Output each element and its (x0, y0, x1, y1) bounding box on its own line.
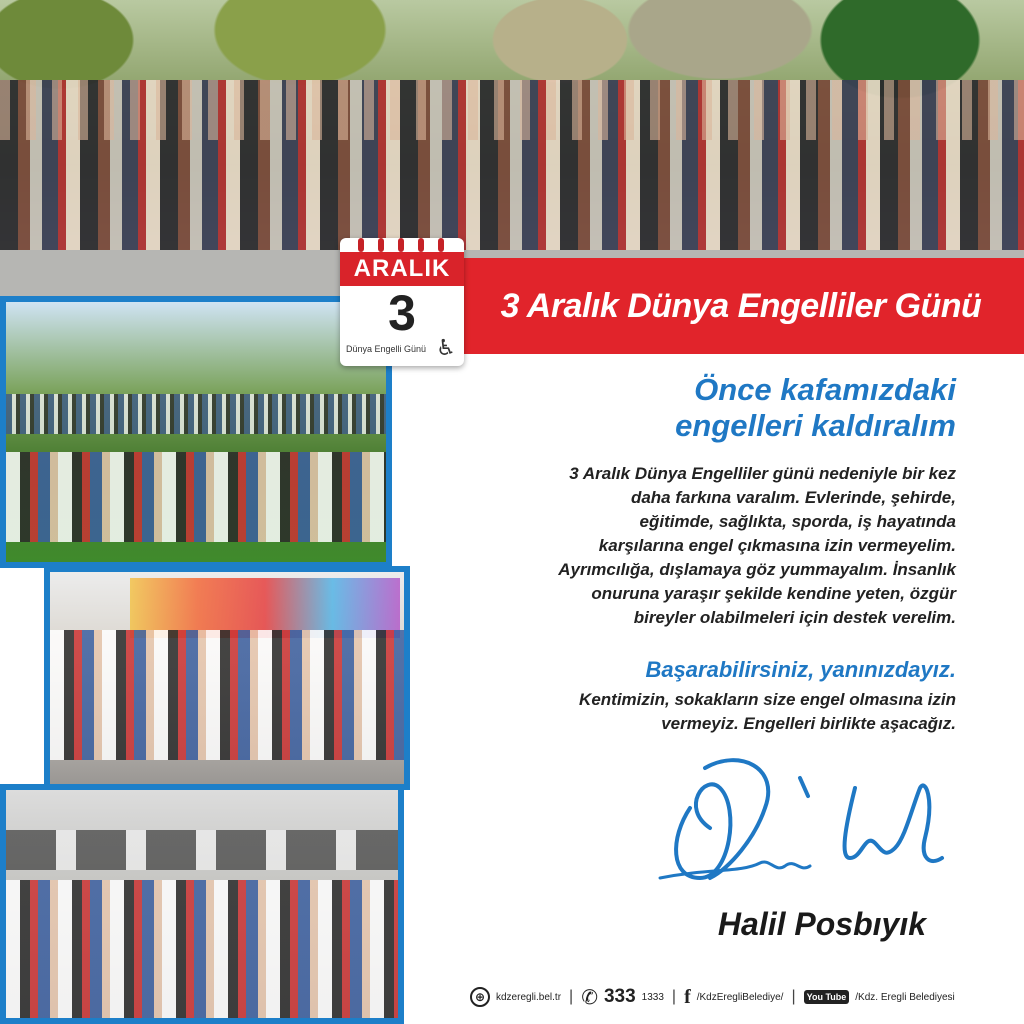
message-closing (396, 688, 956, 736)
signer-name: Halil Posbıyık (717, 906, 926, 942)
calendar-rings (340, 238, 464, 252)
facebook-link[interactable]: /KdzEregliBelediye/ (696, 991, 784, 1003)
headline-line: Önce kafamızdaki (694, 372, 956, 407)
collage-photo-indoor-group (44, 566, 410, 790)
photo-wall-banner (130, 578, 400, 638)
globe-icon: ⊕ (470, 987, 490, 1007)
calendar-ring (418, 238, 424, 252)
youtube-link[interactable]: /Kdz. Eregli Belediyesi (855, 991, 955, 1003)
body-line: 3 Aralık Dünya Engelliler günü nedeniyle bir kez (569, 464, 956, 483)
calendar-ring (378, 238, 384, 252)
youtube-icon: You Tube (804, 990, 850, 1004)
calendar-ring (358, 238, 364, 252)
headline (456, 372, 956, 444)
calendar-month: ARALIK (340, 252, 464, 286)
collage-photo-park (0, 296, 392, 568)
photo-spectators (6, 394, 386, 434)
calendar-badge (340, 238, 464, 366)
event-banner (458, 258, 1024, 354)
body-line: karşılarına engel çıkmasına izin vermeyelim. (598, 536, 956, 555)
photo-group (6, 880, 398, 1020)
contact-footer (470, 982, 970, 1012)
photo-crowd (0, 80, 1024, 250)
collage-photo-building-group (0, 784, 404, 1024)
banner-title: 3 Aralık Dünya Engelliler Günü (500, 286, 982, 325)
photo-players (6, 452, 386, 542)
handwritten-signature (650, 748, 950, 908)
body-line: daha farkına varalım. Evlerinde, şehirde, (630, 488, 956, 507)
photo-group (50, 630, 404, 760)
facebook-icon: f (684, 985, 691, 1008)
body-line: vermeyiz. Engelleri birlikte aşacağız. (661, 714, 956, 733)
footer-separator: | (671, 988, 677, 1005)
top-group-photo (0, 0, 1024, 300)
website-link[interactable]: kdzeregli.bel.tr (496, 991, 562, 1003)
footer-separator: | (791, 988, 796, 1005)
wheelchair-icon: ♿ (436, 335, 456, 360)
calendar-day: 3 (388, 285, 416, 341)
footer-separator: | (569, 988, 574, 1005)
body-line: eğitimde, sağlıkta, sporda, iş hayatında (639, 512, 956, 531)
message-body (396, 462, 956, 630)
body-line: onuruna yaraşır şekilde kendine yeten, özgür (591, 584, 956, 603)
phone-number[interactable]: 333 (603, 986, 636, 1007)
headline-line: engelleri kaldıralım (675, 408, 956, 443)
slogan: Başarabilirsiniz, yanınızdayız. (645, 657, 956, 682)
phone-suffix: 1333 (641, 991, 664, 1003)
photo-building (6, 830, 398, 870)
calendar-caption: Dünya Engelli Günü (346, 344, 427, 354)
calendar-ring (438, 238, 444, 252)
body-line: bireyler olabilmeleri için destek verelim. (633, 608, 956, 627)
body-line: Kentimizin, sokakların size engel olmasına izin (579, 690, 956, 709)
calendar-ring (398, 238, 404, 252)
body-line: Ayrımcılığa, dışlamaya göz yummayalım. İnsanlık (558, 560, 956, 579)
phone-icon: ✆ (581, 986, 598, 1009)
